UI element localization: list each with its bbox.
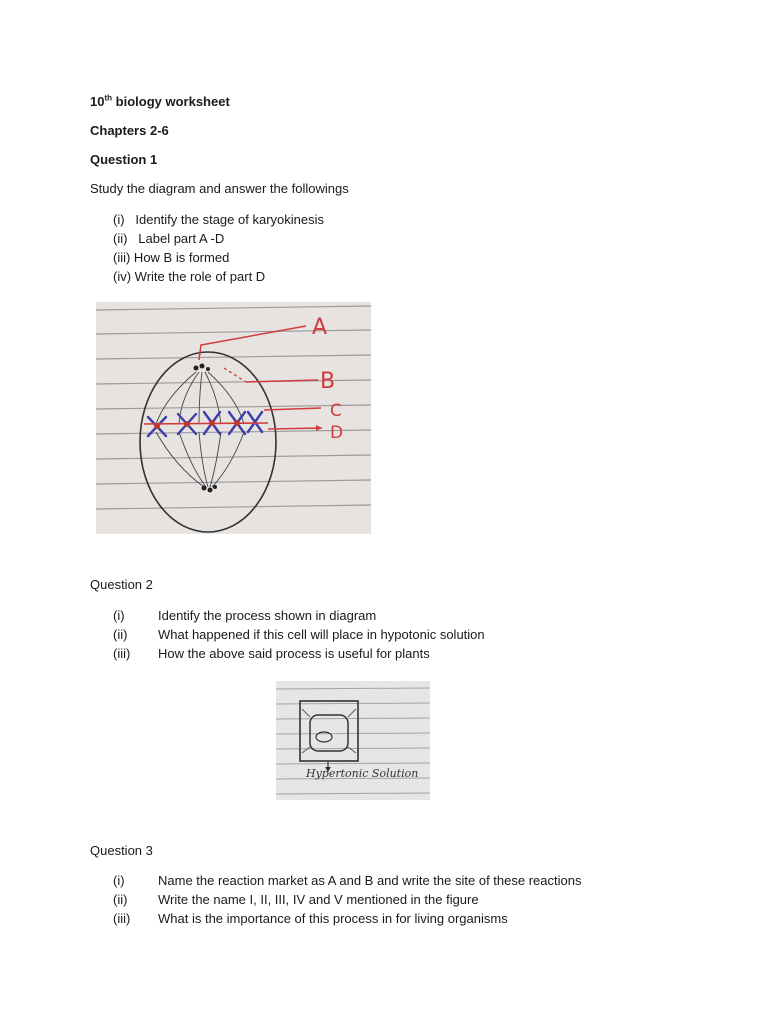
item-number: (iii) — [113, 911, 131, 926]
question-2-item — [113, 644, 485, 663]
question-1-intro: Study the diagram and answer the followings — [90, 181, 349, 196]
item-number: (i) — [113, 608, 125, 623]
item-text: What happened if this cell will place in hypotonic solution — [158, 627, 485, 642]
plant-cell-photo — [276, 681, 430, 800]
question-1-title: Question 1 — [90, 152, 158, 167]
item-number: (ii) — [113, 892, 128, 907]
question-3-item — [113, 909, 581, 928]
worksheet-title — [90, 94, 230, 110]
question-2-title: Question 2 — [90, 577, 153, 592]
figure-caption: Hypertonic Solution — [306, 767, 419, 780]
item-number: (iii) — [113, 646, 131, 661]
label-c: C — [330, 401, 342, 421]
label-b: B — [320, 369, 336, 394]
question-1-item: (i) Identify the stage of karyokinesis — [113, 212, 324, 227]
question-2-list — [113, 606, 485, 663]
question-2-item — [113, 606, 485, 625]
label-d: D — [330, 423, 344, 443]
title-text: biology worksheet — [112, 94, 230, 109]
grade-number: 10 — [90, 94, 105, 109]
chapters-heading: Chapters 2-6 — [90, 123, 169, 138]
question-1-item: (iv) Write the role of part D — [113, 269, 266, 284]
question-3-item — [113, 890, 581, 909]
question-2-item — [113, 625, 485, 644]
question-1-list — [113, 210, 324, 286]
question-3-title: Question 3 — [90, 843, 153, 858]
item-text: What is the importance of this process in for living organisms — [158, 911, 508, 926]
plasmolysis-drawing — [276, 681, 430, 800]
metaphase-cell-photo — [96, 302, 371, 534]
item-text: How the above said process is useful for plants — [158, 646, 430, 661]
item-text: Name the reaction market as A and B and write the site of these reactions — [158, 873, 582, 888]
metaphase-cell-drawing — [96, 302, 371, 534]
question-3-item — [113, 871, 581, 890]
item-number: (ii) — [113, 627, 128, 642]
question-1-item: (iii) How B is formed — [113, 250, 230, 265]
label-a: A — [312, 315, 328, 340]
item-text: Write the name I, II, III, IV and V mentioned in the figure — [158, 892, 479, 907]
question-1-item: (ii) Label part A -D — [113, 231, 225, 246]
item-text: Identify the process shown in diagram — [158, 608, 377, 623]
question-3-list — [113, 871, 581, 928]
item-number: (i) — [113, 873, 125, 888]
grade-superscript: th — [104, 93, 113, 103]
